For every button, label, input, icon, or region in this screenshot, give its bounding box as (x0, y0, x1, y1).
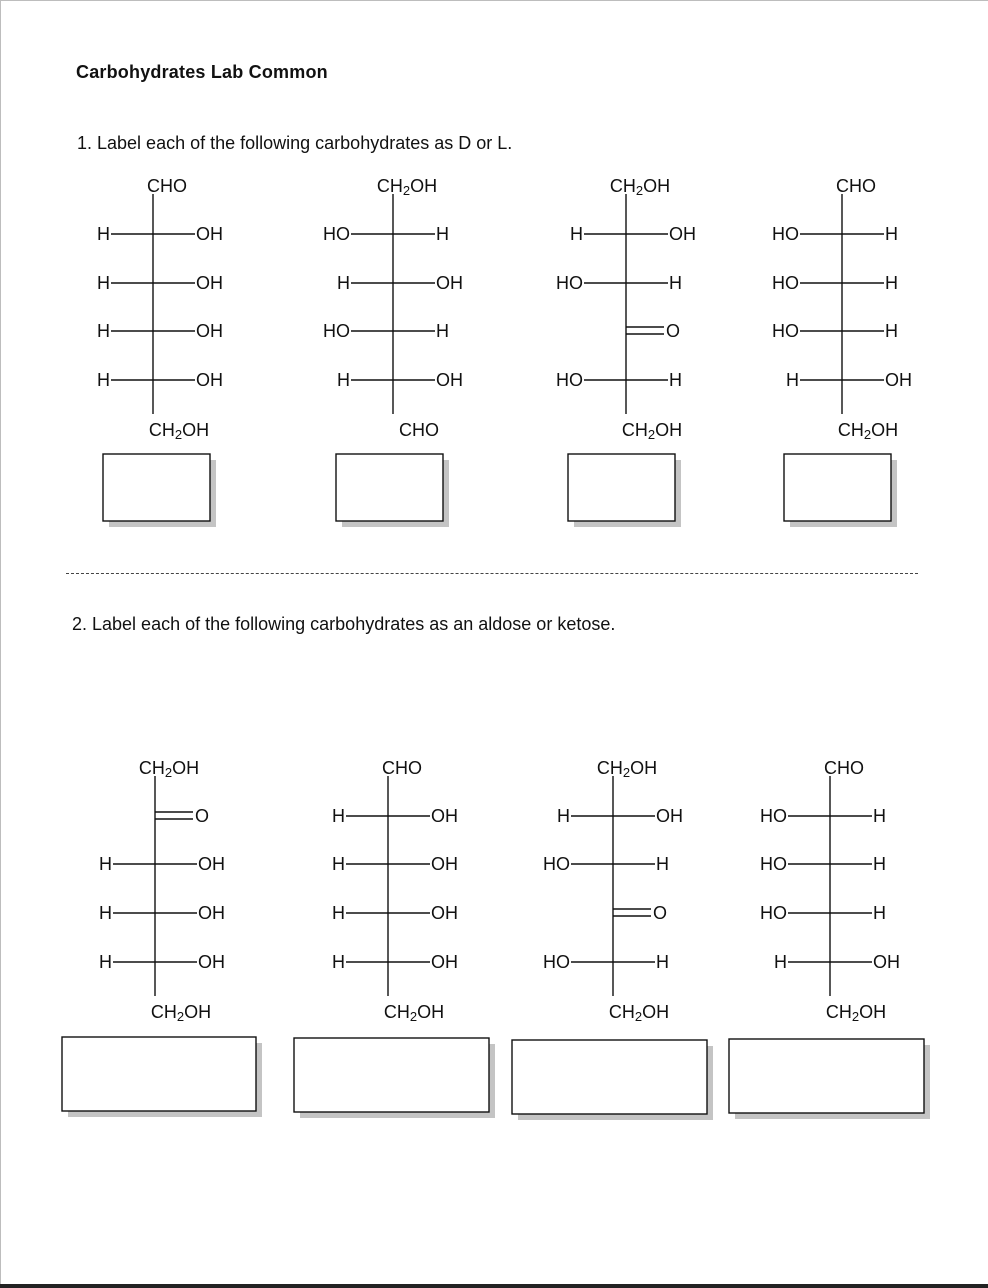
q2-molecule-1-answer-box[interactable] (62, 1037, 256, 1111)
q2-molecule-3-row-4-left: HO (543, 952, 570, 972)
q2-molecule-1-row-3-left: H (99, 903, 112, 923)
q2-molecule-3-row-2-left: HO (543, 854, 570, 874)
q2-molecule-3-carbonyl-oxygen: O (653, 903, 668, 923)
q2-molecule-1-row-3-right: OH (198, 903, 225, 923)
q1-molecule-2-answer-box[interactable] (336, 454, 443, 521)
q1-molecule-4-top-group: CHO (836, 176, 876, 196)
q1-molecule-1-row-4-right: OH (196, 370, 223, 390)
q1-molecule-3-row-1-left: H (570, 224, 583, 244)
q2-molecule-3-top-group: CH2OH (596, 758, 658, 781)
q2-molecule-4-top-group: CHO (824, 758, 864, 778)
q2-molecule-2-row-3-right: OH (431, 903, 458, 923)
q2-molecule-3-bottom-group: CH2OH (608, 1002, 670, 1025)
q1-molecule-1-row-2-left: H (97, 273, 110, 293)
q2-molecule-4-row-2-right: H (873, 854, 886, 874)
q1-molecule-2-top-group: CH2OH (376, 176, 438, 199)
q2-molecule-1-row-2-left: H (99, 854, 112, 874)
q2-molecule-1-carbonyl-oxygen: O (195, 806, 210, 826)
q1-molecule-4-row-3-left: HO (772, 321, 799, 341)
q1-molecule-3-top-group: CH2OH (609, 176, 671, 199)
q2-molecule-4-row-3-right: H (873, 903, 886, 923)
q2-molecule-1-row-4-right: OH (198, 952, 225, 972)
q2-molecule-4-row-4-right: OH (873, 952, 900, 972)
q1-molecule-1-row-1-right: OH (196, 224, 223, 244)
q1-molecule-4-row-4-right: OH (885, 370, 912, 390)
q2-molecule-3-row-1-left: H (557, 806, 570, 826)
q1-molecule-2-row-3-left: HO (323, 321, 350, 341)
q2-molecule-2-bottom-group: CH2OH (383, 1002, 445, 1025)
q1-molecule-2-row-4-right: OH (436, 370, 463, 390)
q1-molecule-1-row-2-right: OH (196, 273, 223, 293)
page-title: Carbohydrates Lab Common (76, 62, 328, 82)
q2-molecule-1-top-group: CH2OH (138, 758, 200, 781)
q2-molecule-3-row-4-right: H (656, 952, 669, 972)
q2-molecule-2-top-group: CHO (382, 758, 422, 778)
question-1-text: 1. Label each of the following carbohydrates as D or L. (77, 133, 513, 153)
q1-molecule-1-row-3-right: OH (196, 321, 223, 341)
q2-molecule-4-answer-box[interactable] (729, 1039, 924, 1113)
question-2-text: 2. Label each of the following carbohydrates as an aldose or ketose. (72, 614, 616, 634)
q1-molecule-1-row-4-left: H (97, 370, 110, 390)
q2-molecule-3-row-1-right: OH (656, 806, 683, 826)
q2-molecule-4-bottom-group: CH2OH (825, 1002, 887, 1025)
q2-molecule-4-row-2-left: HO (760, 854, 787, 874)
q2-molecule-4-row-4-left: H (774, 952, 787, 972)
q2-molecule-4-row-1-left: HO (760, 806, 787, 826)
q1-molecule-3-row-4-right: H (669, 370, 682, 390)
q1-molecule-4-row-2-left: HO (772, 273, 799, 293)
q1-molecule-4-answer-box[interactable] (784, 454, 891, 521)
q1-molecule-4-row-2-right: H (885, 273, 898, 293)
q2-molecule-2-row-1-right: OH (431, 806, 458, 826)
q2-molecule-2-row-2-left: H (332, 854, 345, 874)
q2-molecule-2-row-2-right: OH (431, 854, 458, 874)
q1-molecule-2-row-4-left: H (337, 370, 350, 390)
q1-molecule-2-row-2-left: H (337, 273, 350, 293)
q1-molecule-2-row-3-right: H (436, 321, 449, 341)
q2-molecule-1-row-2-right: OH (198, 854, 225, 874)
q1-molecule-4-row-4-left: H (786, 370, 799, 390)
q2-molecule-4-row-3-left: HO (760, 903, 787, 923)
q1-molecule-4-bottom-group: CH2OH (837, 420, 899, 443)
q1-molecule-2-row-2-right: OH (436, 273, 463, 293)
q2-molecule-1-bottom-group: CH2OH (150, 1002, 212, 1025)
q1-molecule-4-row-1-left: HO (772, 224, 799, 244)
q1-molecule-2-row-1-left: HO (323, 224, 350, 244)
q1-molecule-1-top-group: CHO (147, 176, 187, 196)
q1-molecule-3-row-2-right: H (669, 273, 682, 293)
q1-molecule-1-row-3-left: H (97, 321, 110, 341)
q1-molecule-3-answer-box[interactable] (568, 454, 675, 521)
q1-molecule-2-row-1-right: H (436, 224, 449, 244)
q1-molecule-4-row-3-right: H (885, 321, 898, 341)
q2-molecule-3-row-2-right: H (656, 854, 669, 874)
q2-molecule-3-answer-box[interactable] (512, 1040, 707, 1114)
q1-molecule-3-row-4-left: HO (556, 370, 583, 390)
q1-molecule-3-bottom-group: CH2OH (621, 420, 683, 443)
q2-molecule-2-answer-box[interactable] (294, 1038, 489, 1112)
q2-molecule-2-row-4-left: H (332, 952, 345, 972)
q1-molecule-1-bottom-group: CH2OH (148, 420, 210, 443)
q1-molecule-4-row-1-right: H (885, 224, 898, 244)
q1-molecule-3-row-1-right: OH (669, 224, 696, 244)
q1-molecule-3-row-2-left: HO (556, 273, 583, 293)
q2-molecule-4-row-1-right: H (873, 806, 886, 826)
q1-molecule-2-bottom-group: CHO (399, 420, 439, 440)
q2-molecule-1-row-4-left: H (99, 952, 112, 972)
q1-molecule-3-carbonyl-oxygen: O (666, 321, 681, 341)
q1-molecule-1-row-1-left: H (97, 224, 110, 244)
q2-molecule-2-row-3-left: H (332, 903, 345, 923)
q1-molecule-1-answer-box[interactable] (103, 454, 210, 521)
q2-molecule-2-row-1-left: H (332, 806, 345, 826)
q2-molecule-2-row-4-right: OH (431, 952, 458, 972)
